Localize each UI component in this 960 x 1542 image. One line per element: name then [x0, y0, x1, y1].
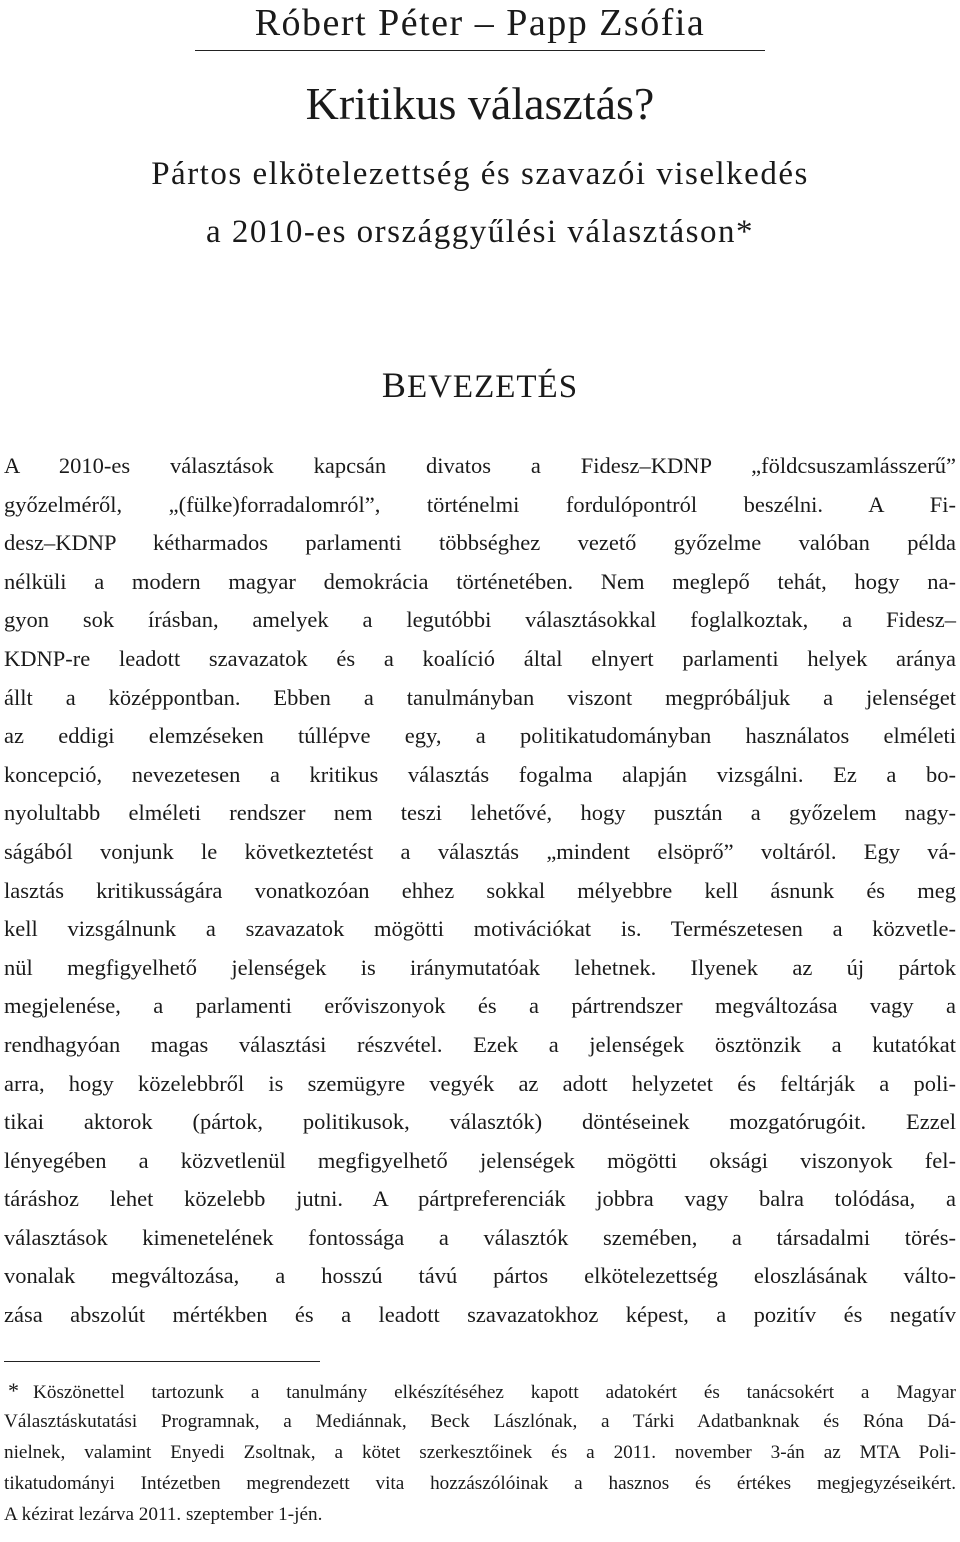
- footnote-marker: *: [8, 1378, 19, 1403]
- body-line: arra, hogy közelebbről is szemügyre vegyék az adott helyzetet és feltárják a poli-: [4, 1070, 956, 1096]
- body-line: lasztás kritikusságára vonatkozóan ehhez sokkal mélyebbre kell ásnunk és meg: [4, 877, 956, 903]
- body-line: ságából vonjunk le következtetést a választás „mindent elsöprő” voltáról. Egy vá-: [4, 838, 956, 864]
- body-line: megjelenése, a parlamenti erőviszonyok és a pártrendszer megváltozása vagy a: [4, 993, 956, 1019]
- body-line: az eddigi elemzéseken túllépve egy, a politikatudományban használatos elméleti: [4, 723, 956, 749]
- section-heading: [0, 362, 960, 410]
- body-line: vonalak megváltozása, a hosszú távú pártos elkötelezettség eloszlásának válto-: [4, 1263, 956, 1289]
- footnote-line: A kézirat lezárva 2011. szeptember 1-jén.: [4, 1504, 323, 1525]
- body-line: nül megfigyelhető jelenségek is iránymutatóak lehetnek. Ilyenek az új pártok: [4, 954, 956, 980]
- footnote-line: tikatudományi Intézetben megrendezett vita hozzászólóinak a hasznos és értékes megjegyzéseikért.: [4, 1473, 956, 1494]
- section-heading-initial: B: [381, 365, 407, 405]
- body-line: táráshoz lehet közelebb jutni. A pártpreferenciák jobbra vagy balra tolódása, a: [4, 1186, 956, 1212]
- footnote-line: [4, 1375, 956, 1406]
- section-heading-rest: EVEZETÉS: [406, 369, 579, 405]
- body-line: választások kimenetelének fontossága a választók szemében, a társadalmi törés-: [4, 1224, 956, 1250]
- body-line: nyolultabb elméleti rendszer nem teszi lehetővé, hogy pusztán a győzelem nagy-: [4, 800, 956, 826]
- body-line: tikai aktorok (pártok, politikusok, választók) döntéseinek mozgatórugóit. Ezzel: [4, 1109, 956, 1135]
- body-line: lényegében a közvetlenül megfigyelhető jelenségek mögötti oksági viszonyok fel-: [4, 1147, 956, 1173]
- body-line: állt a középpontban. Ebben a tanulmányban viszont megpróbáljuk a jelenséget: [4, 684, 956, 710]
- article-subtitle: Pártos elkötelezettség és szavazói viselkedés a 2010-es országgyűlési választáson*: [151, 156, 809, 250]
- body-line: győzelméről, „(fülke)forradalomról”, történelmi fordulópontról beszélni. A Fi-: [4, 491, 956, 517]
- footnote-divider: [4, 1361, 320, 1362]
- body-paragraph: [4, 447, 956, 1335]
- body-line: rendhagyóan magas választási részvétel. Ezek a jelenségek ösztönzik a kutatókat: [4, 1031, 956, 1057]
- body-line: A 2010-es választások kapcsán divatos a Fidesz–KDNP „földcsuszamlásszerű”: [4, 453, 956, 478]
- body-line: gyon sok írásban, amelyek a legutóbbi választásokkal foglalkoztak, a Fidesz–: [4, 607, 956, 633]
- body-line: koncepció, nevezetesen a kritikus választás fogalma alapján vizsgálni. Ez a bo-: [4, 761, 956, 787]
- article-title: Kritikus választás?: [305, 78, 655, 129]
- body-line: desz–KDNP kétharmados parlamenti többséghez vezető győzelme valóban példa: [4, 530, 956, 556]
- body-line: kell vizsgálnunk a szavazatok mögötti motivációkat is. Természetesen a közvetle-: [4, 916, 956, 942]
- footnote-line: Választáskutatási Programnak, a Mediánnak, Beck Lászlónak, a Tárki Adatbanknak és Róna Dá-: [4, 1411, 956, 1432]
- footnote-line: nielnek, valamint Enyedi Zsoltnak, a kötet szerkesztőinek és a 2011. november 3-án az MTA Poli-: [4, 1442, 956, 1463]
- author-line: Róbert Péter – Papp Zsófia: [195, 0, 765, 51]
- footnote: [4, 1375, 956, 1530]
- body-line: nélküli a modern magyar demokrácia történetében. Nem meglepő tehát, hogy na-: [4, 568, 956, 594]
- body-line: KDNP-re leadott szavazatok és a koalíció által elnyert parlamenti helyek aránya: [4, 645, 956, 671]
- body-line: zása abszolút mértékben és a leadott szavazatokhoz képest, a pozitív és negatív: [4, 1302, 956, 1328]
- footnote-line-text: Köszönettel tartozunk a tanulmány elkészítéséhez kapott adatokért és tanácsokért a Magyar: [33, 1382, 956, 1403]
